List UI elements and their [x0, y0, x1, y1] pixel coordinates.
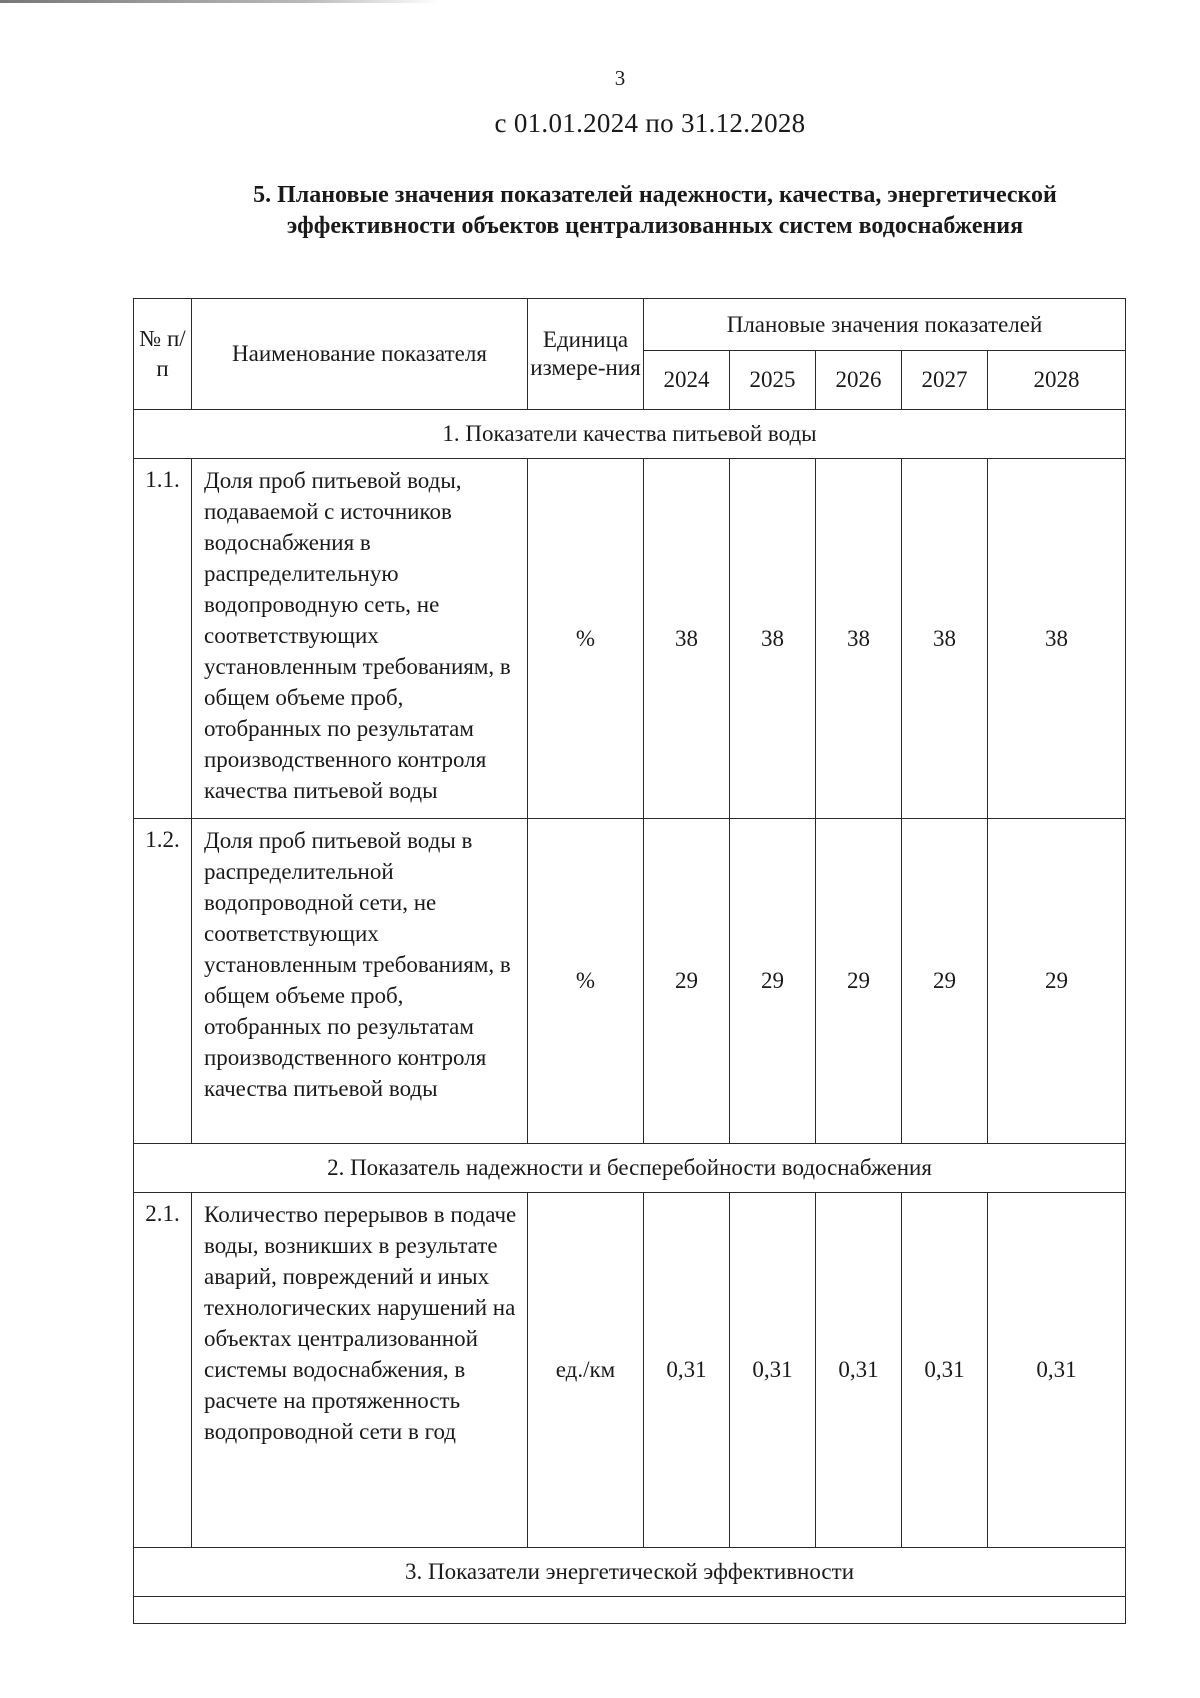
row-value: 0,31	[988, 1193, 1126, 1548]
row-value: 38	[730, 459, 816, 819]
row-value: 29	[730, 819, 816, 1144]
row-number: 1.2.	[134, 819, 192, 1144]
group-title: 3. Показатели энергетической эффективности	[134, 1548, 1126, 1597]
row-value: 29	[902, 819, 988, 1144]
group-title: 1. Показатели качества питьевой воды	[134, 410, 1126, 459]
empty-row	[134, 1597, 1126, 1624]
row-number: 2.1.	[134, 1193, 192, 1548]
table-header-row	[134, 299, 1126, 351]
header-plan-values: Плановые значения показателей	[644, 299, 1126, 351]
header-year: 2028	[988, 351, 1126, 410]
group-row	[134, 1144, 1126, 1193]
page-number: 3	[614, 66, 626, 90]
row-value: 0,31	[730, 1193, 816, 1548]
header-year: 2024	[644, 351, 730, 410]
header-year: 2027	[902, 351, 988, 410]
row-value: 29	[988, 819, 1126, 1144]
row-value: 38	[644, 459, 730, 819]
header-year: 2026	[816, 351, 902, 410]
table-row	[134, 459, 1126, 819]
row-value: 38	[988, 459, 1126, 819]
row-number: 1.1.	[134, 459, 192, 819]
row-value: 38	[816, 459, 902, 819]
row-unit: %	[528, 459, 644, 819]
header-name: Наименование показателя	[192, 299, 528, 410]
header-number: № п/п	[134, 299, 192, 410]
header-year: 2025	[730, 351, 816, 410]
row-name: Доля проб питьевой воды в распределительной водопроводной сети, не соответствующих установленным требованиям, в общем объеме проб, отобранных по результатам производственного контроля качества питьевой воды	[192, 819, 528, 1144]
row-name: Количество перерывов в подаче воды, возникших в результате аварий, повреждений и иных технологических нарушений на объектах централизованной системы водоснабжения, в расчете на протяженность водопроводной сети в год	[192, 1193, 528, 1548]
empty-cell	[134, 1597, 1126, 1624]
row-value: 38	[902, 459, 988, 819]
group-row	[134, 1548, 1126, 1597]
row-name: Доля проб питьевой воды, подаваемой с источников водоснабжения в распределительную водопроводную сеть, не соответствующих установленным требованиям, в общем объеме проб, отобранных по результатам производственного контроля качества питьевой воды	[192, 459, 528, 819]
row-value: 29	[816, 819, 902, 1144]
indicators-table	[133, 298, 1126, 1624]
table-row	[134, 819, 1126, 1144]
row-unit: %	[528, 819, 644, 1144]
section-title: 5. Плановые значения показателей надежности, качества, энергетической эффективности объектов централизованных систем водоснабжения	[253, 182, 1057, 239]
header-unit: Единица измере-ния	[528, 299, 644, 410]
group-title: 2. Показатель надежности и бесперебойности водоснабжения	[134, 1144, 1126, 1193]
row-value: 0,31	[902, 1193, 988, 1548]
row-value: 29	[644, 819, 730, 1144]
row-value: 0,31	[816, 1193, 902, 1548]
group-row	[134, 410, 1126, 459]
table-row	[134, 1193, 1126, 1548]
row-value: 0,31	[644, 1193, 730, 1548]
period-range: с 01.01.2024 по 31.12.2028	[494, 108, 806, 138]
row-unit: ед./км	[528, 1193, 644, 1548]
scan-edge-artifact	[0, 0, 440, 3]
